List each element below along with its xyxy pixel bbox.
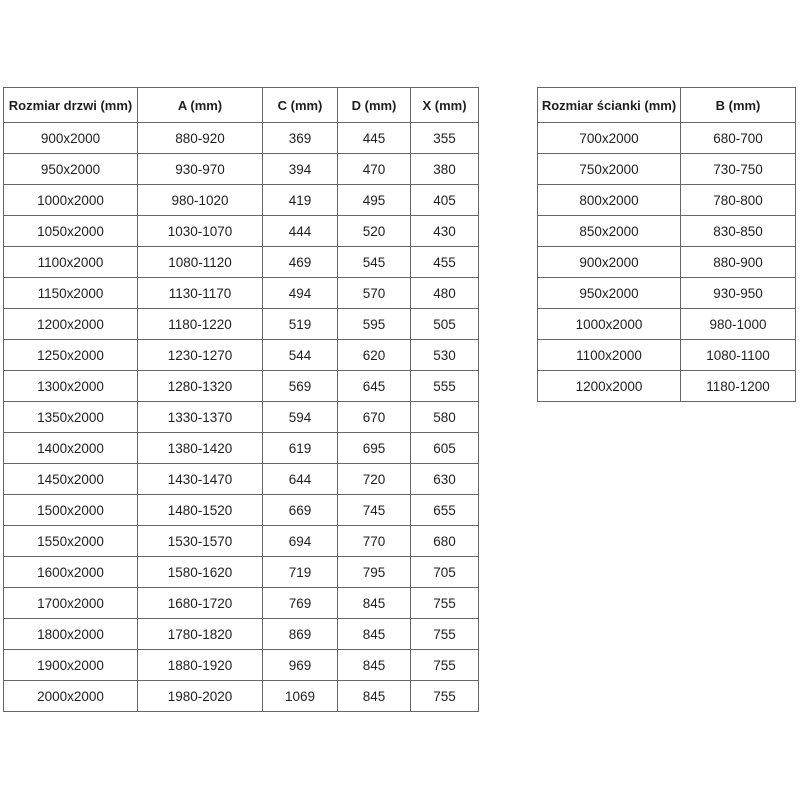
table-cell: 795 <box>338 557 411 588</box>
table-cell: 1280-1320 <box>138 371 263 402</box>
table-cell: 1680-1720 <box>138 588 263 619</box>
table-cell: 1230-1270 <box>138 340 263 371</box>
table-cell: 755 <box>411 681 479 712</box>
table-cell: 700x2000 <box>538 123 681 154</box>
table-cell: 545 <box>338 247 411 278</box>
table-cell: 444 <box>263 216 338 247</box>
door-size-table-grid <box>3 87 479 712</box>
table-cell: 1000x2000 <box>538 309 681 340</box>
table-cell: 1030-1070 <box>138 216 263 247</box>
table-cell: 2000x2000 <box>4 681 138 712</box>
wall-size-table <box>537 87 796 402</box>
table-cell: 1380-1420 <box>138 433 263 464</box>
table-cell: 1080-1120 <box>138 247 263 278</box>
table-cell: 555 <box>411 371 479 402</box>
table-cell: 845 <box>338 619 411 650</box>
table-cell: 745 <box>338 495 411 526</box>
table-cell: 1180-1200 <box>681 371 796 402</box>
table-cell: 355 <box>411 123 479 154</box>
table-row <box>4 495 479 526</box>
table-row <box>4 402 479 433</box>
table-cell: 1500x2000 <box>4 495 138 526</box>
table-cell: 770 <box>338 526 411 557</box>
table-cell: 850x2000 <box>538 216 681 247</box>
table-cell: 845 <box>338 681 411 712</box>
table-cell: 1100x2000 <box>4 247 138 278</box>
table-cell: 670 <box>338 402 411 433</box>
table-cell: 969 <box>263 650 338 681</box>
table-cell: 519 <box>263 309 338 340</box>
table-cell: 1200x2000 <box>4 309 138 340</box>
table-cell: 750x2000 <box>538 154 681 185</box>
table-row <box>538 340 796 371</box>
table-cell: 644 <box>263 464 338 495</box>
table-cell: 1400x2000 <box>4 433 138 464</box>
table-cell: 1900x2000 <box>4 650 138 681</box>
table-row <box>4 650 479 681</box>
table-row <box>4 464 479 495</box>
table-row <box>4 309 479 340</box>
table-cell: 520 <box>338 216 411 247</box>
table-cell: 845 <box>338 588 411 619</box>
table-cell: 630 <box>411 464 479 495</box>
table-cell: 1180-1220 <box>138 309 263 340</box>
table-cell: 1880-1920 <box>138 650 263 681</box>
table-cell: 544 <box>263 340 338 371</box>
table-cell: 530 <box>411 340 479 371</box>
table-cell: 505 <box>411 309 479 340</box>
column-header: C (mm) <box>263 88 338 123</box>
table-cell: 720 <box>338 464 411 495</box>
table-cell: 845 <box>338 650 411 681</box>
table-cell: 1580-1620 <box>138 557 263 588</box>
table-header-row <box>538 88 796 123</box>
table-cell: 755 <box>411 588 479 619</box>
table-row <box>538 185 796 216</box>
table-cell: 1980-2020 <box>138 681 263 712</box>
table-cell: 1330-1370 <box>138 402 263 433</box>
table-cell: 1050x2000 <box>4 216 138 247</box>
table-cell: 480 <box>411 278 479 309</box>
table-cell: 470 <box>338 154 411 185</box>
table-cell: 580 <box>411 402 479 433</box>
table-cell: 830-850 <box>681 216 796 247</box>
table-header-row <box>4 88 479 123</box>
table-cell: 1430-1470 <box>138 464 263 495</box>
table-cell: 980-1020 <box>138 185 263 216</box>
table-cell: 1080-1100 <box>681 340 796 371</box>
table-cell: 1069 <box>263 681 338 712</box>
table-row <box>4 526 479 557</box>
column-header: X (mm) <box>411 88 479 123</box>
table-row <box>4 557 479 588</box>
table-cell: 445 <box>338 123 411 154</box>
table-cell: 1300x2000 <box>4 371 138 402</box>
door-size-table <box>3 87 479 712</box>
table-row <box>4 371 479 402</box>
table-cell: 680 <box>411 526 479 557</box>
table-cell: 1450x2000 <box>4 464 138 495</box>
table-cell: 1600x2000 <box>4 557 138 588</box>
table-cell: 569 <box>263 371 338 402</box>
table-row <box>4 681 479 712</box>
table-cell: 455 <box>411 247 479 278</box>
table-row <box>4 216 479 247</box>
table-row <box>4 619 479 650</box>
table-cell: 1350x2000 <box>4 402 138 433</box>
table-cell: 570 <box>338 278 411 309</box>
table-row <box>4 247 479 278</box>
table-cell: 1250x2000 <box>4 340 138 371</box>
table-cell: 930-970 <box>138 154 263 185</box>
table-cell: 1000x2000 <box>4 185 138 216</box>
table-cell: 605 <box>411 433 479 464</box>
table-cell: 655 <box>411 495 479 526</box>
table-cell: 800x2000 <box>538 185 681 216</box>
table-cell: 880-900 <box>681 247 796 278</box>
table-cell: 930-950 <box>681 278 796 309</box>
table-cell: 980-1000 <box>681 309 796 340</box>
table-cell: 1480-1520 <box>138 495 263 526</box>
table-cell: 594 <box>263 402 338 433</box>
table-cell: 369 <box>263 123 338 154</box>
table-cell: 645 <box>338 371 411 402</box>
table-cell: 495 <box>338 185 411 216</box>
table-cell: 780-800 <box>681 185 796 216</box>
table-row <box>538 216 796 247</box>
table-row <box>4 588 479 619</box>
table-row <box>538 247 796 278</box>
table-row <box>4 154 479 185</box>
table-cell: 619 <box>263 433 338 464</box>
table-cell: 680-700 <box>681 123 796 154</box>
table-cell: 694 <box>263 526 338 557</box>
table-row <box>4 340 479 371</box>
wall-size-table-grid <box>537 87 796 402</box>
table-row <box>4 433 479 464</box>
table-cell: 1550x2000 <box>4 526 138 557</box>
table-cell: 419 <box>263 185 338 216</box>
column-header: D (mm) <box>338 88 411 123</box>
table-cell: 900x2000 <box>4 123 138 154</box>
table-cell: 1780-1820 <box>138 619 263 650</box>
table-cell: 1130-1170 <box>138 278 263 309</box>
table-cell: 620 <box>338 340 411 371</box>
table-cell: 1530-1570 <box>138 526 263 557</box>
table-cell: 394 <box>263 154 338 185</box>
table-cell: 695 <box>338 433 411 464</box>
table-cell: 880-920 <box>138 123 263 154</box>
column-header: A (mm) <box>138 88 263 123</box>
table-cell: 900x2000 <box>538 247 681 278</box>
table-cell: 705 <box>411 557 479 588</box>
table-cell: 1100x2000 <box>538 340 681 371</box>
table-cell: 769 <box>263 588 338 619</box>
table-cell: 595 <box>338 309 411 340</box>
table-row <box>538 309 796 340</box>
table-cell: 405 <box>411 185 479 216</box>
table-cell: 669 <box>263 495 338 526</box>
table-row <box>538 278 796 309</box>
column-header: Rozmiar drzwi (mm) <box>4 88 138 123</box>
table-cell: 1150x2000 <box>4 278 138 309</box>
table-cell: 494 <box>263 278 338 309</box>
table-cell: 730-750 <box>681 154 796 185</box>
table-cell: 950x2000 <box>4 154 138 185</box>
table-cell: 1800x2000 <box>4 619 138 650</box>
table-cell: 1200x2000 <box>538 371 681 402</box>
column-header: B (mm) <box>681 88 796 123</box>
table-cell: 755 <box>411 650 479 681</box>
table-cell: 755 <box>411 619 479 650</box>
table-row <box>4 278 479 309</box>
table-row <box>4 123 479 154</box>
table-cell: 380 <box>411 154 479 185</box>
table-cell: 430 <box>411 216 479 247</box>
column-header: Rozmiar ścianki (mm) <box>538 88 681 123</box>
table-cell: 1700x2000 <box>4 588 138 619</box>
table-cell: 469 <box>263 247 338 278</box>
table-row <box>538 123 796 154</box>
table-row <box>538 371 796 402</box>
table-row <box>4 185 479 216</box>
table-cell: 719 <box>263 557 338 588</box>
table-cell: 869 <box>263 619 338 650</box>
table-row <box>538 154 796 185</box>
table-cell: 950x2000 <box>538 278 681 309</box>
